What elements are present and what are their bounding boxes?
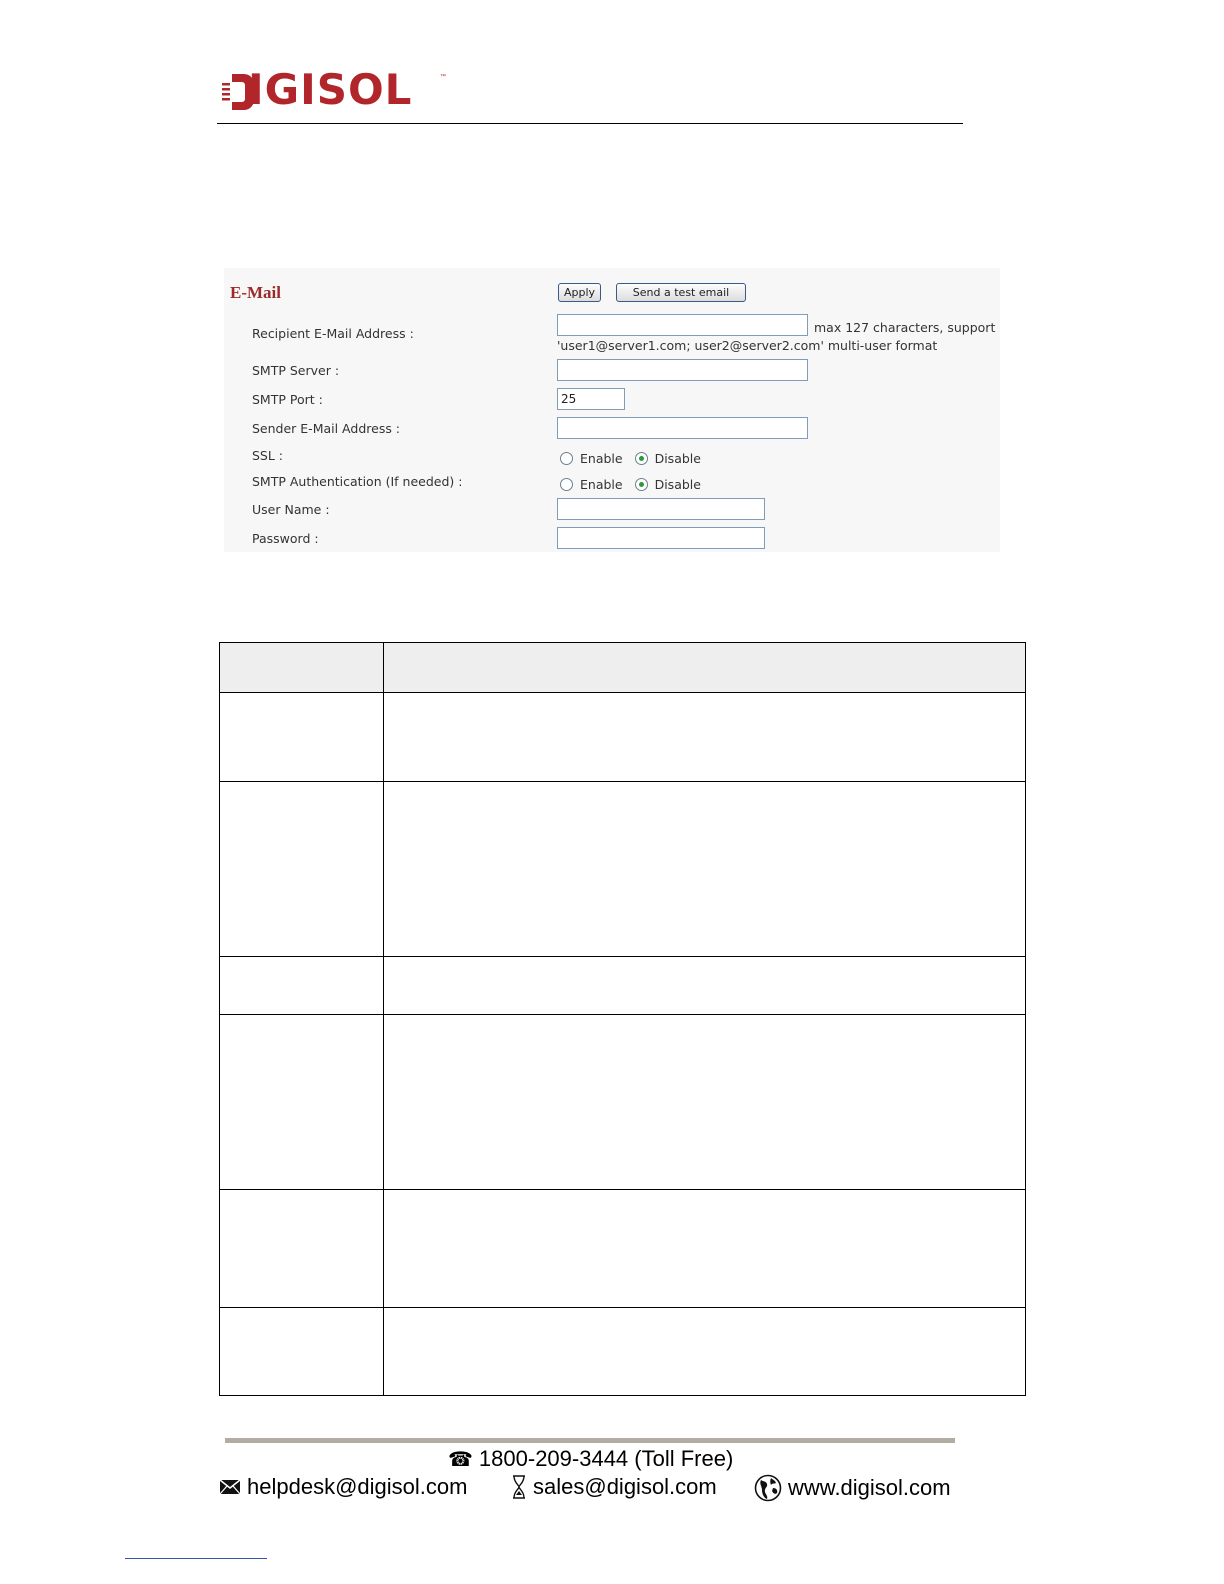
footer-website xyxy=(754,1474,951,1502)
table-cell xyxy=(384,1190,1026,1308)
table-row xyxy=(220,782,1026,957)
table-row xyxy=(220,1015,1026,1190)
smtp-port-label: SMTP Port : xyxy=(252,392,323,407)
table-cell xyxy=(384,693,1026,782)
globe-icon xyxy=(754,1474,782,1502)
ssl-enable-radio[interactable] xyxy=(560,452,573,465)
table-cell xyxy=(384,1015,1026,1190)
smtp-auth-enable-label: Enable xyxy=(580,476,623,492)
table-cell xyxy=(220,957,384,1015)
sender-email-label: Sender E-Mail Address : xyxy=(252,421,401,436)
table-cell xyxy=(384,782,1026,957)
password-input[interactable] xyxy=(557,527,765,549)
smtp-auth-enable-radio[interactable] xyxy=(560,478,573,491)
panel-title: E-Mail xyxy=(230,283,281,302)
apply-button[interactable]: Apply xyxy=(558,283,601,302)
table-cell xyxy=(220,1308,384,1396)
smtp-auth-label: SMTP Authentication (If needed) : xyxy=(252,474,463,489)
footer-website-url[interactable]: www.digisol.com xyxy=(788,1475,951,1500)
footer-sales-email[interactable]: sales@digisol.com xyxy=(533,1474,717,1499)
telephone-icon: ☎ xyxy=(448,1449,473,1471)
footer-helpdesk xyxy=(219,1474,467,1500)
digisol-logo xyxy=(222,65,452,114)
footer-phone xyxy=(448,1446,733,1473)
logo-wordmark: IGISOL xyxy=(248,65,413,114)
envelope-icon xyxy=(219,1478,241,1496)
table-row xyxy=(220,1190,1026,1308)
table-header-row xyxy=(220,643,1026,693)
table-cell xyxy=(220,693,384,782)
table-cell xyxy=(220,1190,384,1308)
ssl-disable-label: Disable xyxy=(654,450,701,466)
smtp-port-input[interactable]: 25 xyxy=(557,388,625,410)
hourglass-icon xyxy=(511,1475,527,1499)
recipient-email-input[interactable] xyxy=(557,314,808,336)
footnote-divider xyxy=(125,1558,267,1559)
footer-sales xyxy=(511,1474,717,1500)
recipient-email-label: Recipient E-Mail Address : xyxy=(252,326,414,341)
email-settings-panel xyxy=(224,268,1000,552)
table-cell xyxy=(220,782,384,957)
table-header-cell xyxy=(220,643,384,693)
username-input[interactable] xyxy=(557,498,765,520)
table-cell xyxy=(384,1308,1026,1396)
footer-helpdesk-email[interactable]: helpdesk@digisol.com xyxy=(247,1474,468,1499)
send-test-email-button[interactable]: Send a test email xyxy=(616,283,746,302)
table-row xyxy=(220,957,1026,1015)
ssl-enable-label: Enable xyxy=(580,450,623,466)
recipient-email-hint-line-1: max 127 characters, support xyxy=(814,320,996,335)
ssl-radio-group xyxy=(560,449,713,467)
table-cell xyxy=(384,957,1026,1015)
smtp-server-input[interactable] xyxy=(557,359,808,381)
table-header-cell xyxy=(384,643,1026,693)
field-description-table xyxy=(219,642,1026,1396)
recipient-email-hint-line-2: 'user1@server1.com; user2@server2.com' multi-user format xyxy=(557,338,938,353)
sender-email-input[interactable] xyxy=(557,417,808,439)
ssl-label: SSL : xyxy=(252,448,284,463)
table-row xyxy=(220,1308,1026,1396)
table-cell xyxy=(220,1015,384,1190)
username-label: User Name : xyxy=(252,502,330,517)
password-label: Password : xyxy=(252,531,319,546)
table-row xyxy=(220,693,1026,782)
smtp-auth-disable-radio[interactable] xyxy=(635,478,648,491)
smtp-auth-disable-label: Disable xyxy=(654,476,701,492)
smtp-auth-radio-group xyxy=(560,475,713,493)
footer-divider xyxy=(225,1438,955,1443)
logo-trademark: ™ xyxy=(440,74,446,80)
footer-phone-text: 1800-209-3444 (Toll Free) xyxy=(478,1446,734,1471)
ssl-disable-radio[interactable] xyxy=(635,452,648,465)
header-divider xyxy=(217,123,963,124)
smtp-server-label: SMTP Server : xyxy=(252,363,340,378)
